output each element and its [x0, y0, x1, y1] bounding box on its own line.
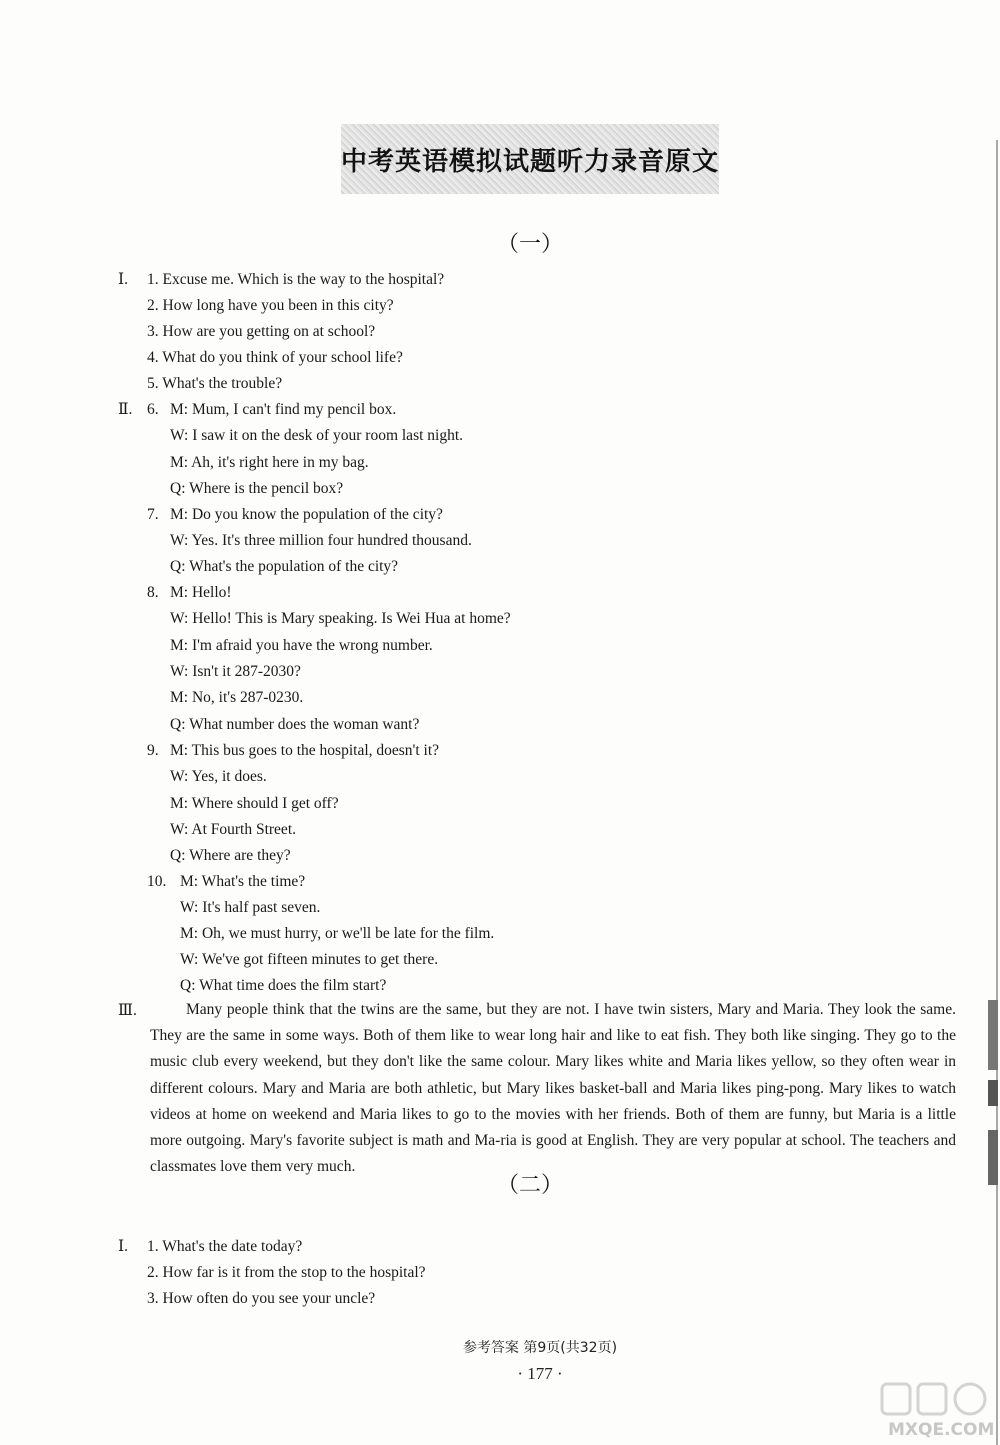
- question-line: 1. Excuse me. Which is the way to the hospital?: [147, 271, 445, 288]
- dialogue-line: M: Mum, I can't find my pencil box.: [170, 401, 397, 418]
- part2-marker: Ⅱ.: [118, 401, 133, 418]
- question-line: 3. How often do you see your uncle?: [147, 1290, 376, 1307]
- question-line: 2. How long have you been in this city?: [147, 297, 394, 314]
- dialogue-line: Q: What's the population of the city?: [170, 558, 399, 575]
- question-line: 5. What's the trouble?: [147, 375, 283, 392]
- dialogue-line: W: At Fourth Street.: [170, 821, 296, 838]
- section-heading-2: （二）: [496, 1173, 563, 1198]
- dialogue-line: Q: What number does the woman want?: [170, 716, 420, 733]
- dialogue-line: W: It's half past seven.: [180, 899, 321, 916]
- dialogue-line: W: We've got fifteen minutes to get there.: [180, 951, 439, 968]
- page-number: · 177 ·: [517, 1364, 563, 1383]
- dialogue-line: W: Yes. It's three million four hundred thousand.: [170, 532, 472, 549]
- dialogue-number: 9.: [147, 742, 159, 759]
- dialogue-number: 6.: [147, 401, 159, 418]
- dialogue-number: 7.: [147, 506, 159, 523]
- part3-marker: Ⅲ.: [118, 1002, 137, 1019]
- dialogue-line: W: Hello! This is Mary speaking. Is Wei Hua at home?: [170, 610, 511, 627]
- dialogue-line: M: Ah, it's right here in my bag.: [170, 454, 369, 471]
- dialogue-line: M: Where should I get off?: [170, 795, 339, 812]
- dialogue-line: W: Yes, it does.: [170, 768, 267, 785]
- dialogue-line: M: This bus goes to the hospital, doesn't it?: [170, 742, 440, 759]
- dialogue-line: W: Isn't it 287-2030?: [170, 663, 301, 680]
- dialogue-line: M: No, it's 287-0230.: [170, 689, 304, 706]
- dialogue-number: 10.: [147, 873, 167, 890]
- question-line: 1. What's the date today?: [147, 1238, 303, 1255]
- question-line: 3. How are you getting on at school?: [147, 323, 376, 340]
- dialogue-line: Q: Where is the pencil box?: [170, 480, 344, 497]
- part4-marker: Ⅰ.: [118, 1238, 128, 1255]
- dialogue-line: M: Hello!: [170, 584, 232, 601]
- question-line: 4. What do you think of your school life?: [147, 349, 403, 366]
- title-banner: [341, 124, 719, 194]
- section-heading-1: （一）: [496, 232, 563, 257]
- watermark-logo: [880, 1380, 995, 1440]
- dialogue-line: M: Oh, we must hurry, or we'll be late for the film.: [180, 925, 495, 942]
- scan-edge-marks: [985, 0, 1000, 1445]
- dialogue-line: M: What's the time?: [180, 873, 306, 890]
- dialogue-line: M: I'm afraid you have the wrong number.: [170, 637, 433, 654]
- dialogue-line: M: Do you know the population of the city?: [170, 506, 443, 523]
- dialogue-line: Q: What time does the film start?: [180, 977, 387, 994]
- passage-paragraph: Many people think that the twins are the same, but they are not. I have twin sisters, Mary and Maria. They look the same. They are the same in some ways. Both of them like to wear long hair and like to eat fish. They both like singing. They go to the music club every weekend, but they don't like the same colour. Mary likes white and Maria likes yellow, so they often wear in different colours. Mary and Maria are both athletic, but Mary likes basket-ball and Maria likes ping-pong. Mary likes to watch videos at home on weekend and Maria likes to go to the movies with her friends. Both of them are funny, but Maria is a little more outgoing. Mary's favorite subject is math and Ma-ria is good at English. They are very popular at school. The teachers and classmates love them very much.: [150, 1001, 956, 1176]
- dialogue-number: 8.: [147, 584, 159, 601]
- dialogue-line: W: I saw it on the desk of your room last night.: [170, 427, 464, 444]
- watermark-text: MXQE.COM: [888, 1420, 995, 1440]
- dialogue-line: Q: Where are they?: [170, 847, 291, 864]
- page-title: 中考英语模拟试题听力录音原文: [341, 146, 720, 177]
- footer-label: 参考答案 第9页(共32页): [462, 1340, 618, 1356]
- part1-marker: Ⅰ.: [118, 271, 128, 288]
- question-line: 2. How far is it from the stop to the hospital?: [147, 1264, 426, 1281]
